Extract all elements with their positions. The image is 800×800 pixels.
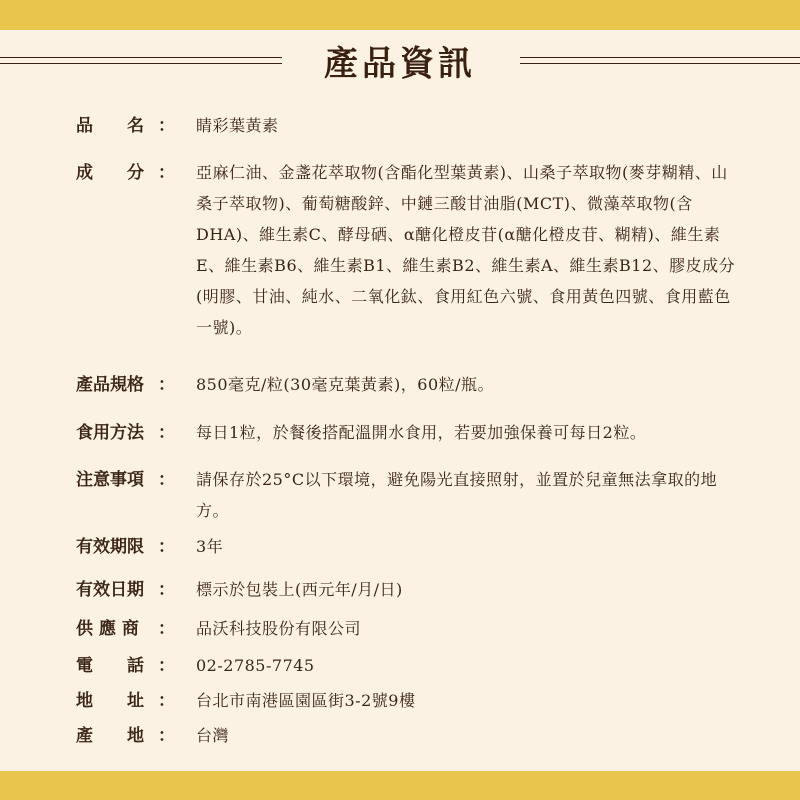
row-label: 產 地 <box>76 726 144 746</box>
row-value: 亞麻仁油、金盞花萃取物(含酯化型葉黃素)、山桑子萃取物(麥芽糊精、山桑子萃取物)、葡萄糖酸鋅、中鏈三酸甘油脂(MCT)、微藻萃取物(含DHA)、維生素C、酵母硒、α醣化橙皮苷(α醣化橙皮苷、糊精)、維生素E、維生素B6、維生素B1、維生素B2、維生素A、維生素B12、膠皮成分(明膠、甘油、純水、二氧化鈦、食用紅色六號、食用黃色四號、食用藍色一號)。 <box>196 163 736 337</box>
row-colon: ： <box>158 726 175 746</box>
row-colon: ： <box>158 423 175 443</box>
row-label: 地 址 <box>76 691 144 711</box>
row-label: 成 分 <box>76 163 144 183</box>
row-value: 台北市南港區園區街3-2號9樓 <box>196 691 416 710</box>
bottom-accent-band <box>0 771 800 800</box>
row-colon: ： <box>158 580 175 600</box>
row-label: 食用方法 <box>76 423 144 443</box>
row-label: 有效日期 <box>76 580 144 600</box>
row-colon: ： <box>158 619 175 639</box>
row-value: 品沃科技股份有限公司 <box>196 619 362 638</box>
row-colon: ： <box>158 163 175 183</box>
row-label: 有效期限 <box>76 537 144 557</box>
row-label: 電 話 <box>76 656 144 676</box>
row-label: 產品規格 <box>76 375 144 395</box>
row-value: 每日1粒，於餐後搭配溫開水食用，若要加強保養可每日2粒。 <box>196 423 647 442</box>
row-colon: ： <box>158 116 175 136</box>
page-title: 產品資訊 <box>324 44 476 84</box>
row-value: 850毫克/粒(30毫克葉黃素)，60粒/瓶。 <box>196 375 495 394</box>
row-value: 3年 <box>196 537 224 556</box>
row-colon: ： <box>158 537 175 557</box>
row-value: 睛彩葉黃素 <box>196 116 279 135</box>
title-rule-right-lower <box>520 63 800 64</box>
title-rule-right-upper <box>520 57 800 58</box>
top-accent-band <box>0 0 800 30</box>
row-value: 請保存於25°C以下環境，避免陽光直接照射，並置於兒童無法拿取的地方。 <box>196 470 718 520</box>
row-label: 注意事項 <box>76 470 144 490</box>
row-label: 品 名 <box>76 116 144 136</box>
row-value: 02-2785-7745 <box>196 656 315 675</box>
row-colon: ： <box>158 375 175 395</box>
row-label: 供 應 商 <box>76 619 139 639</box>
row-colon: ： <box>158 656 175 676</box>
row-colon: ： <box>158 470 175 490</box>
row-value: 標示於包裝上(西元年/月/日) <box>196 580 403 599</box>
row-value: 台灣 <box>196 726 230 745</box>
row-colon: ： <box>158 691 175 711</box>
